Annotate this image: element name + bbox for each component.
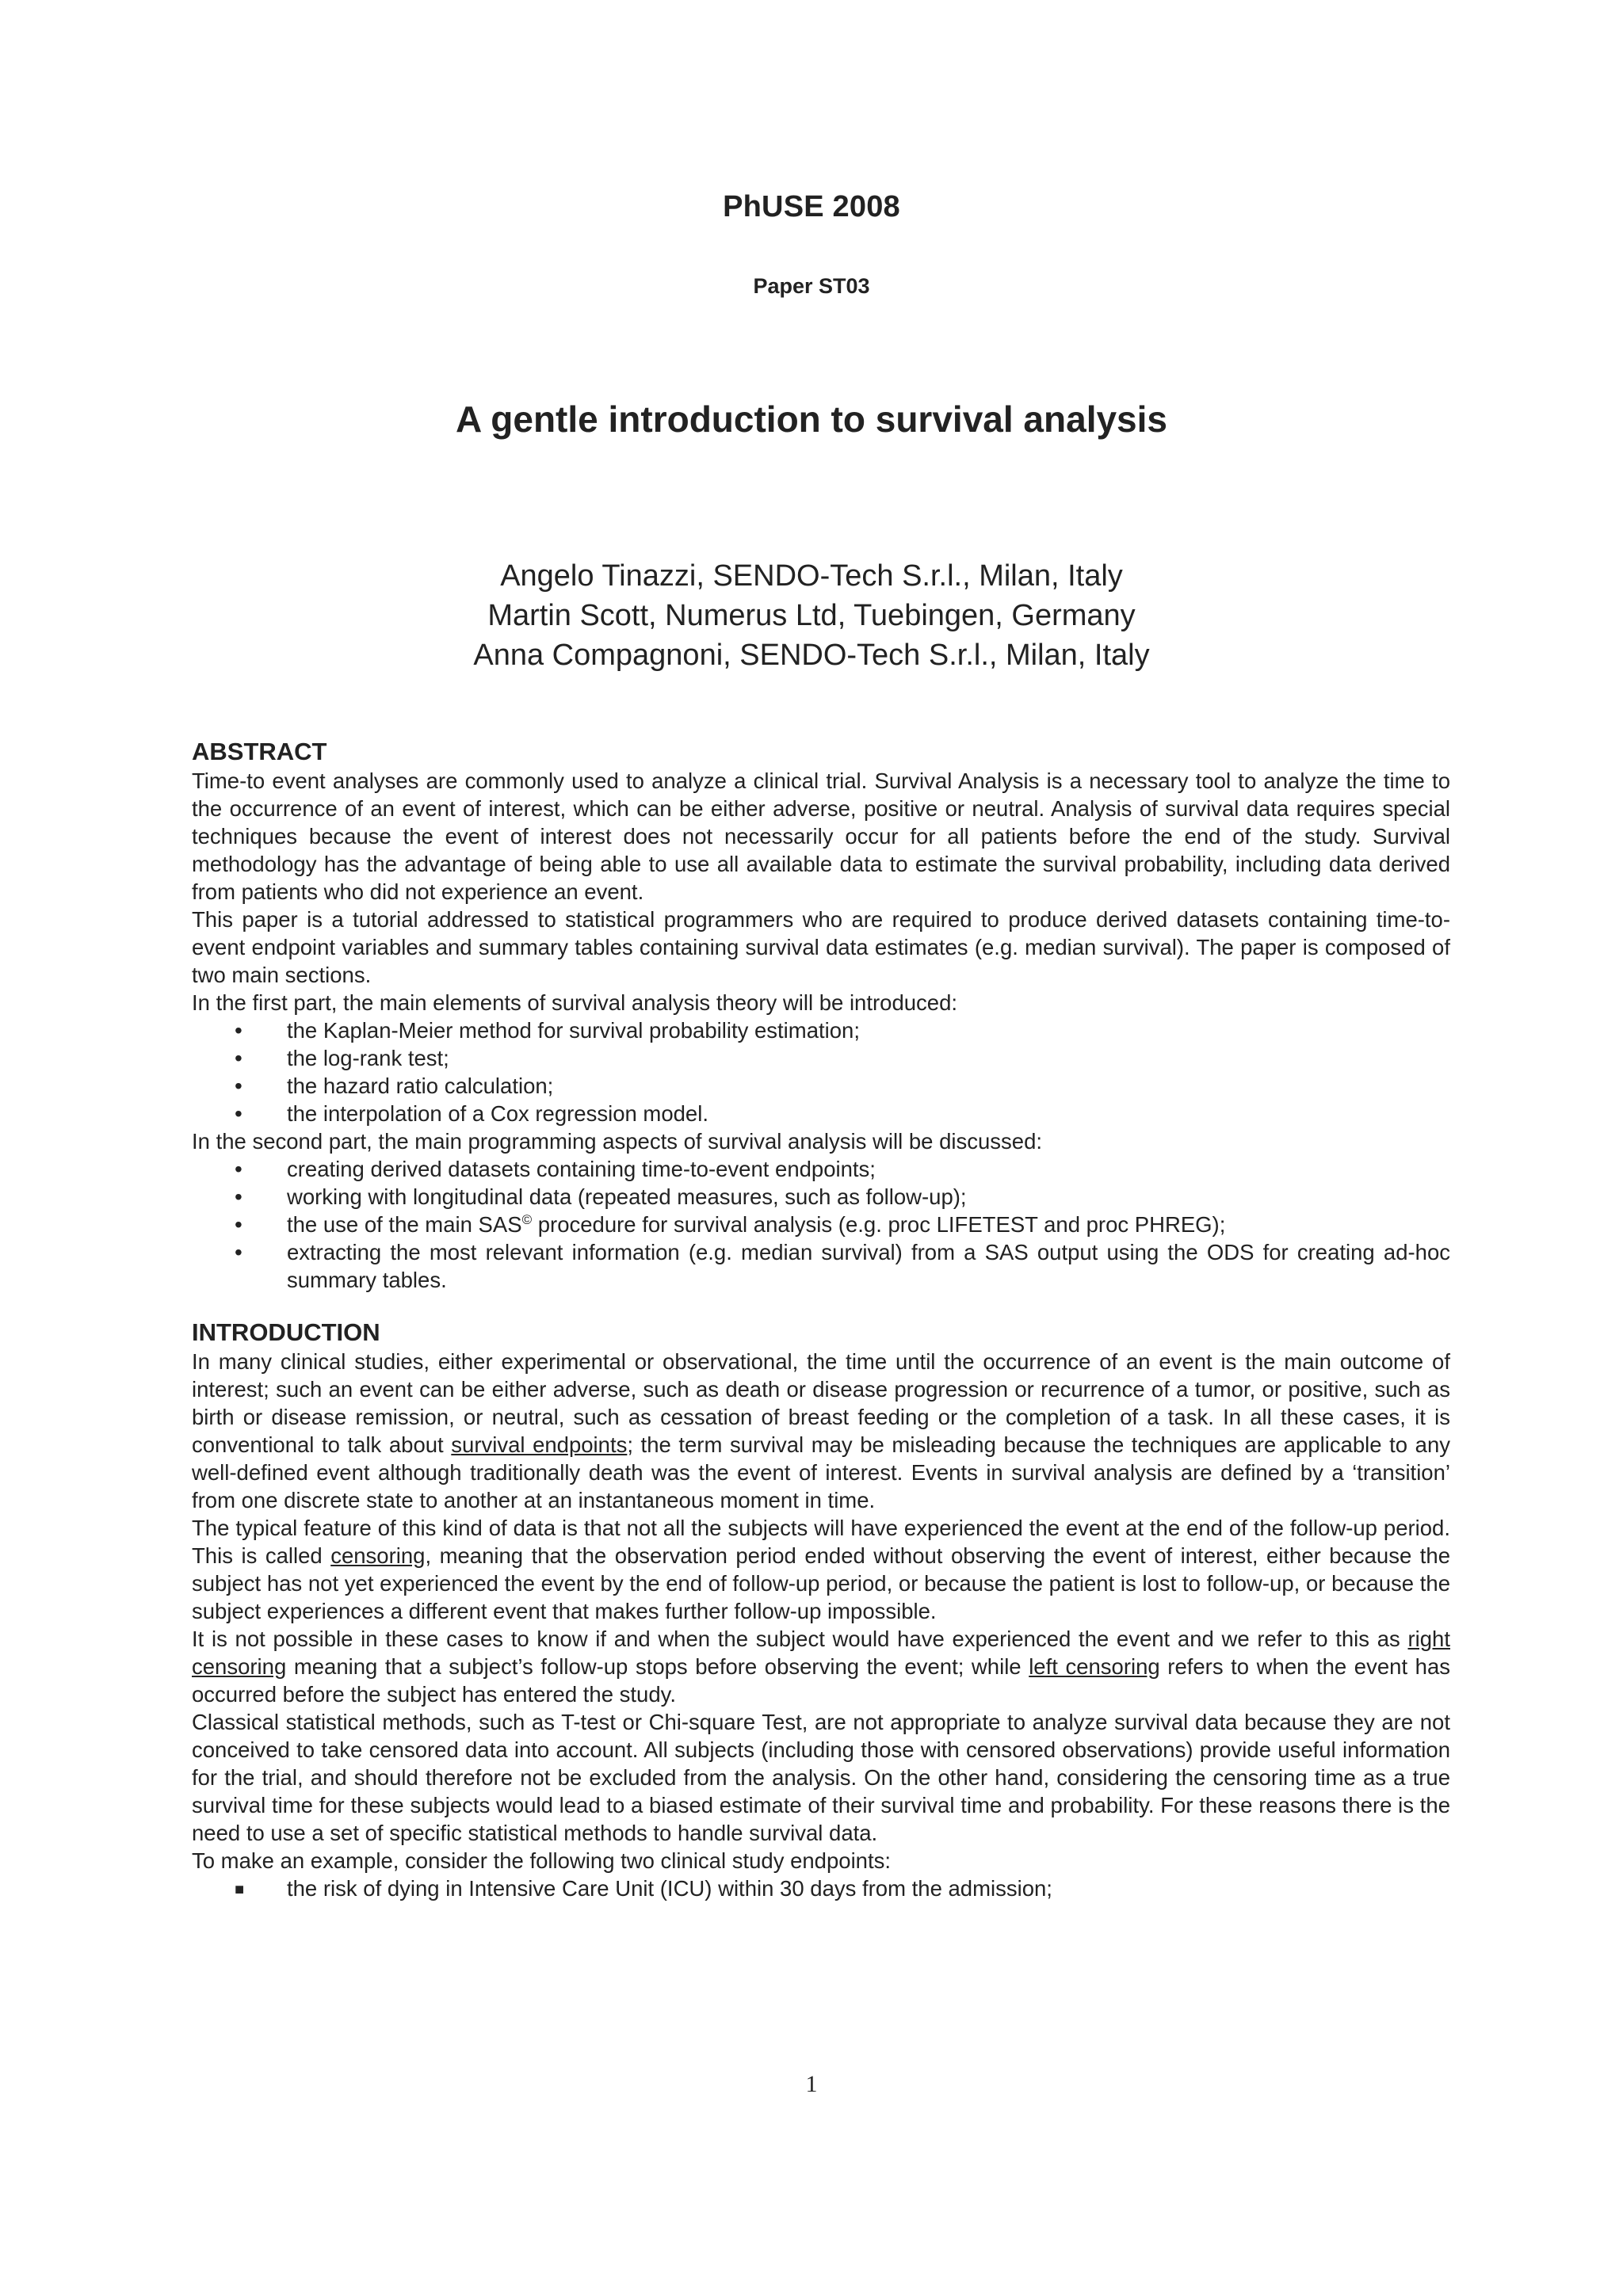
paper-title: A gentle introduction to survival analysis <box>455 399 1168 440</box>
author-3: Anna Compagnoni, SENDO-Tech S.r.l., Milan, Italy <box>473 639 1150 672</box>
paper-body <box>192 737 1450 1902</box>
term-left-censoring: left censoring <box>1029 1654 1160 1679</box>
bullet-icon: • <box>235 1074 242 1098</box>
list-item: • the use of the main SAS© procedure for survival analysis (e.g. proc LIFETEST and proc PHREG); <box>235 1211 1226 1237</box>
bullet-icon: • <box>235 1046 242 1070</box>
list-item: • the Kaplan-Meier method for survival probability estimation; <box>235 1018 860 1043</box>
introduction-paragraph-1: In many clinical studies, either experimental or observational, the time until the occurrence of an event is the main outcome of interest; such an event can be either adverse, such as death or disease progression or recurrence of a tumor, or positive, such as birth or disease remission, or neutral, such as cessation of breast feeding or the completion of a task. In all these cases, it is conventional to talk about survival endpoints; the term survival may be misleading because the techniques are applicable to any well-defined event although traditionally death was the event of interest. Events in survival analysis are defined by a ‘transition’ from one discrete state to another at an instantaneous moment in time. <box>192 1349 1450 1512</box>
abstract-paragraph-4: In the second part, the main programming aspects of survival analysis will be discussed: <box>192 1129 1043 1154</box>
copyright-superscript: © <box>521 1211 533 1227</box>
endpoints-list <box>192 1875 1450 1902</box>
list-item: ■ the risk of dying in Intensive Care Unit (ICU) within 30 days from the admission; <box>192 1875 1450 1902</box>
author-list <box>0 556 1623 675</box>
list-item: • creating derived datasets containing time-to-event endpoints; <box>235 1157 876 1181</box>
abstract-heading: ABSTRACT <box>192 738 327 765</box>
term-censoring: censoring <box>330 1543 426 1568</box>
list-item: • extracting the most relevant information (e.g. median survival) from a SAS output using the ODS for creating ad-hoc summary tables. <box>235 1240 1450 1292</box>
page-number: 1 <box>805 2071 818 2097</box>
abstract-paragraph-2: This paper is a tutorial addressed to statistical programmers who are required to produce derived datasets containing time-to-event endpoint variables and summary tables containing survival data estimates (e.g. median survival). The paper is composed of two main sections. <box>192 907 1450 987</box>
introduction-paragraph-4: Classical statistical methods, such as T-test or Chi-square Test, are not appropriate to analyze survival data because they are not conceived to take censored data into account. All subjects (including those with censored observations) provide useful information for the trial, and should therefore not be excluded from the analysis. On the other hand, considering the censoring time as a true survival time for these subjects would lead to a biased estimate of their survival time and probability. For these reasons there is the need to use a set of specific statistical methods to handle survival data. <box>192 1710 1450 1845</box>
introduction-paragraph-5: To make an example, consider the following two clinical study endpoints: <box>192 1848 892 1873</box>
programming-topics-list <box>192 1155 1450 1294</box>
paper-id: Paper ST03 <box>753 274 870 298</box>
bullet-icon: • <box>235 1018 242 1043</box>
theory-topics-list <box>192 1016 1450 1127</box>
author-1: Angelo Tinazzi, SENDO-Tech S.r.l., Milan, Italy <box>500 559 1123 593</box>
introduction-paragraph-3: It is not possible in these cases to know if and when the subject would have experienced the event and we refer to this as right censoring meaning that a subject’s follow-up stops before observing the event; while left censoring refers to when the event has occurred before the subject has entered the study. <box>192 1627 1451 1707</box>
list-item: • the interpolation of a Cox regression model. <box>235 1101 708 1126</box>
abstract-paragraph-1: Time-to event analyses are commonly used to analyze a clinical trial. Survival Analysis is a necessary tool to analyze the time to the occurrence of an event of interest, which can be either adverse, positive or neutral. Analysis of survival data requires special techniques because the event of interest does not necessarily occur for all patients before the end of the study. Survival methodology has the advantage of being able to use all available data to estimate the survival probability, including data derived from patients who did not experience an event. <box>192 769 1450 904</box>
list-item: • the hazard ratio calculation; <box>235 1074 554 1098</box>
term-survival-endpoints: survival endpoints <box>451 1432 628 1457</box>
bullet-icon: • <box>235 1240 242 1264</box>
introduction-paragraph-2: The typical feature of this kind of data is that not all the subjects will have experienced the event at the end of the follow-up period. This is called censoring, meaning that the observation period ended without observing the event of interest, either because the subject has not yet experienced the event by the end of follow-up period, or because the patient is lost to follow-up, or because the subject experiences a different event that makes further follow-up impossible. <box>192 1516 1450 1623</box>
introduction-heading: INTRODUCTION <box>192 1318 380 1346</box>
list-item: • the log-rank test; <box>235 1046 449 1070</box>
square-bullet-icon: ■ <box>235 1881 245 1898</box>
bullet-icon: • <box>235 1184 242 1209</box>
conference-name: PhUSE 2008 <box>723 190 900 223</box>
bullet-icon: • <box>235 1212 242 1237</box>
bullet-icon: • <box>235 1157 242 1181</box>
term-right-censoring: right censoring <box>192 1627 1450 1679</box>
list-item: • working with longitudinal data (repeated measures, such as follow-up); <box>235 1184 967 1209</box>
bullet-icon: • <box>235 1101 242 1126</box>
abstract-paragraph-3: In the first part, the main elements of survival analysis theory will be introduced: <box>192 990 958 1015</box>
author-2: Martin Scott, Numerus Ltd, Tuebingen, Germany <box>487 599 1136 632</box>
